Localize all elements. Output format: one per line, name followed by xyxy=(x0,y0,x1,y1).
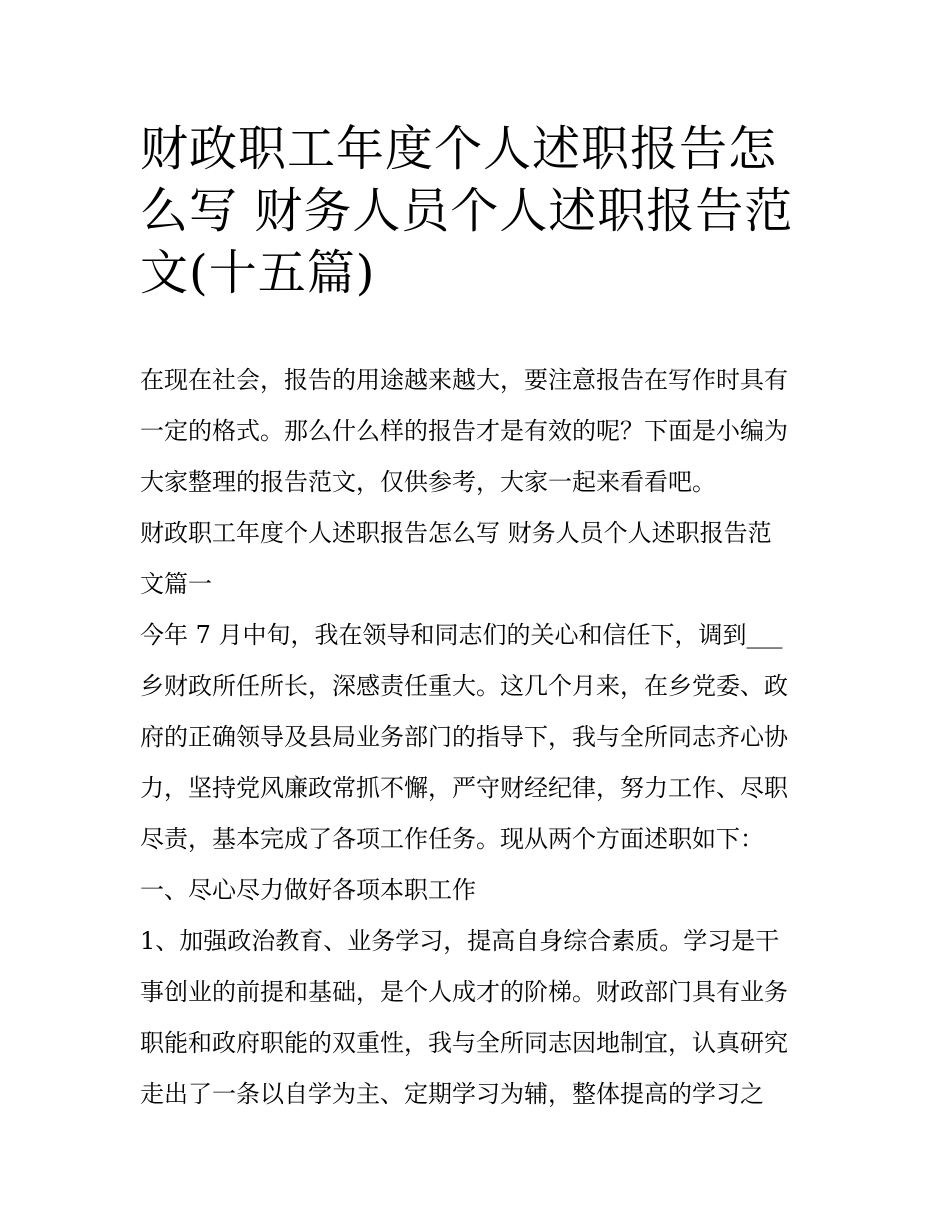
paragraph-line: 力，坚持党风廉政常抓不懈，严守财经纪律，努力工作、尽职 xyxy=(140,774,788,802)
subheading-line: 一、尽心尽力做好各项本职工作 xyxy=(140,876,476,904)
title-line: 么写 财务人员个人述职报告范 xyxy=(140,183,794,239)
document-title xyxy=(140,118,820,304)
paragraph-line: 今年 7 月中旬，我在领导和同志们的关心和信任下，调到___ xyxy=(140,621,783,649)
paragraph-line: 乡财政所任所长，深感责任重大。这几个月来，在乡党委、政 xyxy=(140,672,788,700)
paragraph-line: 府的正确领导及县局业务部门的指导下，我与全所同志齐心协 xyxy=(140,723,788,751)
title-line: 财政职工年度个人述职报告怎 xyxy=(140,121,778,177)
paragraph-line: 1、加强政治教育、业务学习，提高自身综合素质。学习是干 xyxy=(140,927,780,955)
intro-line: 大家整理的报告范文，仅供参考，大家一起来看看吧。 xyxy=(140,468,716,496)
document-body xyxy=(140,355,830,1120)
paragraph-line: 走出了一条以自学为主、定期学习为辅，整体提高的学习之 xyxy=(140,1080,764,1108)
title-line: 文(十五篇) xyxy=(140,245,376,301)
paragraph-line: 事创业的前提和基础，是个人成才的阶梯。财政部门具有业务 xyxy=(140,978,788,1006)
intro-line: 一定的格式。那么什么样的报告才是有效的呢？下面是小编为 xyxy=(140,417,788,445)
paragraph-line: 尽责，基本完成了各项工作任务。现从两个方面述职如下： xyxy=(140,825,764,853)
section-heading-line: 文篇一 xyxy=(140,570,212,598)
section-heading-line: 财政职工年度个人述职报告怎么写 财务人员个人述职报告范 xyxy=(140,519,772,547)
intro-line: 在现在社会，报告的用途越来越大，要注意报告在写作时具有 xyxy=(140,366,788,394)
paragraph-line: 职能和政府职能的双重性，我与全所同志因地制宜，认真研究 xyxy=(140,1029,788,1057)
